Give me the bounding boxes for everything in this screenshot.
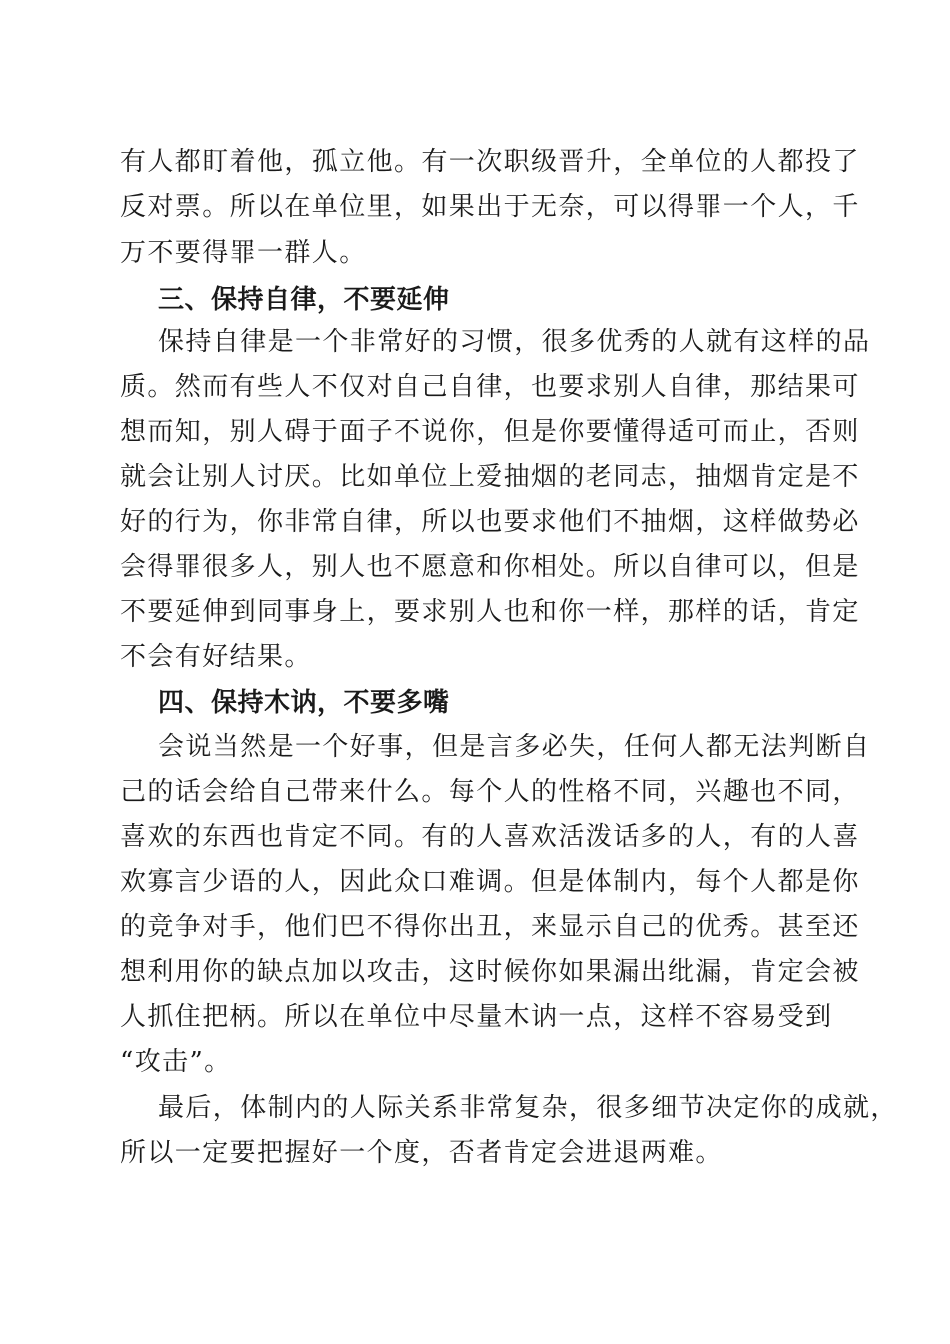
text-line: 保持自律是一个非常好的习惯，很多优秀的人就有这样的品 xyxy=(158,327,871,357)
text-line: 不要延伸到同事身上，要求别人也和你一样，那样的话，肯定 xyxy=(120,597,860,627)
text-line: 反对票。所以在单位里，如果出于无奈，可以得罪一个人，千 xyxy=(120,192,860,222)
text-line: 会说当然是一个好事，但是言多必失，任何人都无法判断自 xyxy=(158,732,871,762)
text-line: 质。然而有些人不仅对自己自律，也要求别人自律，那结果可 xyxy=(120,372,860,402)
text-line: 想而知，别人碍于面子不说你，但是你要懂得适可而止，否则 xyxy=(120,417,860,447)
text-line: 好的行为，你非常自律，所以也要求他们不抽烟，这样做势必 xyxy=(120,507,860,537)
text-line: 会得罪很多人，别人也不愿意和你相处。所以自律可以，但是 xyxy=(120,552,860,582)
text-line: 人抓住把柄。所以在单位中尽量木讷一点，这样不容易受到 xyxy=(120,1002,833,1032)
text-line: 最后，体制内的人际关系非常复杂，很多细节决定你的成就， xyxy=(158,1093,898,1123)
text-line: 想利用你的缺点加以攻击，这时候你如果漏出纰漏，肯定会被 xyxy=(120,957,860,987)
text-line: 喜欢的东西也肯定不同。有的人喜欢活泼话多的人，有的人喜 xyxy=(120,822,860,852)
section-heading-4: 四、保持木讷，不要多嘴 xyxy=(158,688,450,718)
text-line: 欢寡言少语的人，因此众口难调。但是体制内，每个人都是你 xyxy=(120,867,860,897)
text-line: 万不要得罪一群人。 xyxy=(120,238,367,268)
text-line: 的竞争对手，他们巴不得你出丑，来显示自己的优秀。甚至还 xyxy=(120,912,860,942)
text-line: “攻击”。 xyxy=(120,1047,232,1077)
text-line: 所以一定要把握好一个度，否者肯定会进退两难。 xyxy=(120,1138,723,1168)
text-line: 有人都盯着他，孤立他。有一次职级晋升，全单位的人都投了 xyxy=(120,147,860,177)
text-line: 己的话会给自己带来什么。每个人的性格不同，兴趣也不同， xyxy=(120,777,860,807)
text-line: 不会有好结果。 xyxy=(120,642,312,672)
section-heading-3: 三、保持自律，不要延伸 xyxy=(158,285,450,315)
text-line: 就会让别人讨厌。比如单位上爱抽烟的老同志，抽烟肯定是不 xyxy=(120,462,860,492)
